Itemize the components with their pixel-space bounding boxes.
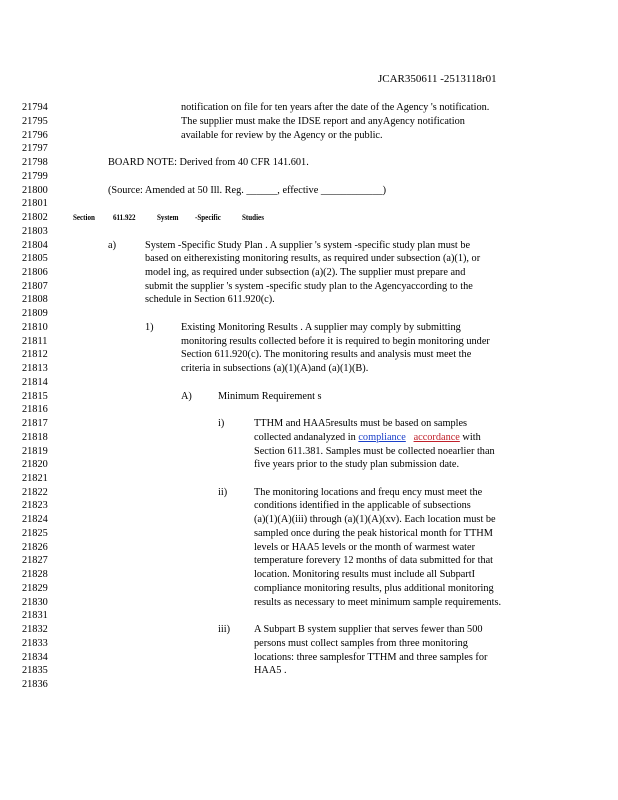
section-title-word: System	[157, 212, 179, 222]
line-number: 21807	[22, 281, 48, 292]
body-text-line: schedule in Section 611.920(c).	[145, 294, 275, 305]
body-text-line: persons must collect samples from three monitoring	[254, 638, 468, 649]
line-number: 21820	[22, 459, 48, 470]
body-text-line: sampled once during the peak historical month for TTHM	[254, 528, 493, 539]
line-number: 21810	[22, 322, 48, 333]
subsection-marker: ii)	[218, 487, 228, 498]
body-text-line: notification on file for ten years after the date of the Agency 's notification.	[181, 102, 490, 113]
body-text-line: location. Monitoring results must include all SubpartI	[254, 569, 476, 580]
line-number: 21805	[22, 253, 48, 264]
subsection-marker: A)	[181, 391, 192, 402]
line-number: 21806	[22, 267, 48, 278]
line-number: 21832	[22, 624, 48, 635]
inserted-text: compliance	[358, 432, 406, 443]
body-text-line: conditions identified in the applicable of subsections	[254, 500, 471, 511]
line-number: 21816	[22, 404, 48, 415]
line-number: 21824	[22, 514, 48, 525]
body-text-line: based on eitherexisting monitoring results, as required under subsection (a)(1), or	[145, 253, 481, 264]
subsection-marker: 1)	[145, 322, 154, 333]
body-text-line: model ing, as required under subsection (a)(2). The supplier must prepare and	[145, 267, 466, 278]
line-number: 21814	[22, 377, 48, 388]
line-number: 21830	[22, 597, 48, 608]
body-text-line: Existing Monitoring Results . A supplier may comply by submitting	[181, 322, 461, 333]
line-number: 21829	[22, 583, 48, 594]
subsection-heading: Minimum Requirement s	[218, 391, 322, 402]
line-number: 21811	[22, 336, 48, 347]
line-number: 21796	[22, 130, 48, 141]
line-number: 21823	[22, 500, 48, 511]
line-number: 21828	[22, 569, 48, 580]
line-number: 21835	[22, 665, 48, 676]
text-run: collected andanalyzed in	[254, 432, 359, 443]
subsection-marker: iii)	[218, 624, 231, 635]
line-number: 21801	[22, 198, 48, 209]
body-text-line: five years prior to the study plan submission date.	[254, 459, 460, 470]
line-number: 21831	[22, 610, 48, 621]
line-number: 21836	[22, 679, 48, 690]
body-text-line	[254, 431, 481, 445]
body-text-line: levels or HAA5 levels or the month of warmest water	[254, 542, 476, 553]
body-text-line: available for review by the Agency or the public.	[181, 130, 383, 141]
line-number: 21822	[22, 487, 48, 498]
line-number: 21798	[22, 157, 48, 168]
subsection-marker: a)	[108, 240, 116, 251]
line-number: 21812	[22, 349, 48, 360]
line-number: 21815	[22, 391, 48, 402]
line-number: 21813	[22, 363, 48, 374]
body-text-line: monitoring results collected before it is required to begin monitoring under	[181, 336, 490, 347]
line-number: 21834	[22, 652, 48, 663]
body-text-line: The monitoring locations and frequ ency must meet the	[254, 487, 483, 498]
body-text-line: TTHM and HAA5results must be based on samples	[254, 418, 468, 429]
line-number: 21827	[22, 555, 48, 566]
line-number: 21802	[22, 212, 48, 223]
body-text-line: HAA5 .	[254, 665, 287, 676]
line-number: 21809	[22, 308, 48, 319]
source-note: (Source: Amended at 50 Ill. Reg. ______, effective ____________)	[108, 185, 387, 196]
body-text-line: temperature forevery 12 months of data submitted for that	[254, 555, 494, 566]
board-note: BOARD NOTE: Derived from 40 CFR 141.601.	[108, 157, 309, 168]
line-number: 21819	[22, 446, 48, 457]
text-run: with	[459, 432, 481, 443]
line-number: 21795	[22, 116, 48, 127]
line-number: 21808	[22, 294, 48, 305]
text-gap	[406, 432, 414, 443]
body-text-line: criteria in subsections (a)(1)(A)and (a)(1)(B).	[181, 363, 369, 374]
line-number: 21794	[22, 102, 48, 113]
line-number: 21804	[22, 240, 48, 251]
section-title-word: Studies	[242, 212, 264, 222]
body-text-line: (a)(1)(A)(iii) through (a)(1)(A)(xv). Each location must be	[254, 514, 496, 525]
body-text-line: submit the supplier 's system -specific study plan to the Agencyaccording to the	[145, 281, 473, 292]
body-text-line: The supplier must make the IDSE report and anyAgency notification	[181, 116, 465, 127]
line-number: 21826	[22, 542, 48, 553]
body-text-line: System -Specific Study Plan . A supplier 's system -specific study plan must be	[145, 240, 471, 251]
line-number: 21799	[22, 171, 48, 182]
section-title-word: -Specific	[195, 212, 221, 222]
line-number: 21817	[22, 418, 48, 429]
line-number: 21833	[22, 638, 48, 649]
body-text-line: A Subpart B system supplier that serves fewer than 500	[254, 624, 483, 635]
line-number: 21825	[22, 528, 48, 539]
line-number: 21821	[22, 473, 48, 484]
line-number: 21818	[22, 432, 48, 443]
line-number: 21800	[22, 185, 48, 196]
body-text-line: locations: three samplesfor TTHM and three samples for	[254, 652, 488, 663]
body-text-line: results as necessary to meet minimum sample requirements.	[254, 597, 502, 608]
body-text-line: Section 611.920(c). The monitoring results and analysis must meet the	[181, 349, 472, 360]
body-text-line: compliance monitoring results, plus additional monitoring	[254, 583, 494, 594]
document-header-id: JCAR350611 -2513118r01	[378, 73, 497, 85]
subsection-marker: i)	[218, 418, 225, 429]
section-label: Section	[73, 212, 95, 222]
deleted-text: accordance	[413, 432, 460, 443]
line-number: 21803	[22, 226, 48, 237]
body-text-line: Section 611.381. Samples must be collected noearlier than	[254, 446, 495, 457]
section-number: 611.922	[113, 212, 136, 222]
line-number: 21797	[22, 143, 48, 154]
